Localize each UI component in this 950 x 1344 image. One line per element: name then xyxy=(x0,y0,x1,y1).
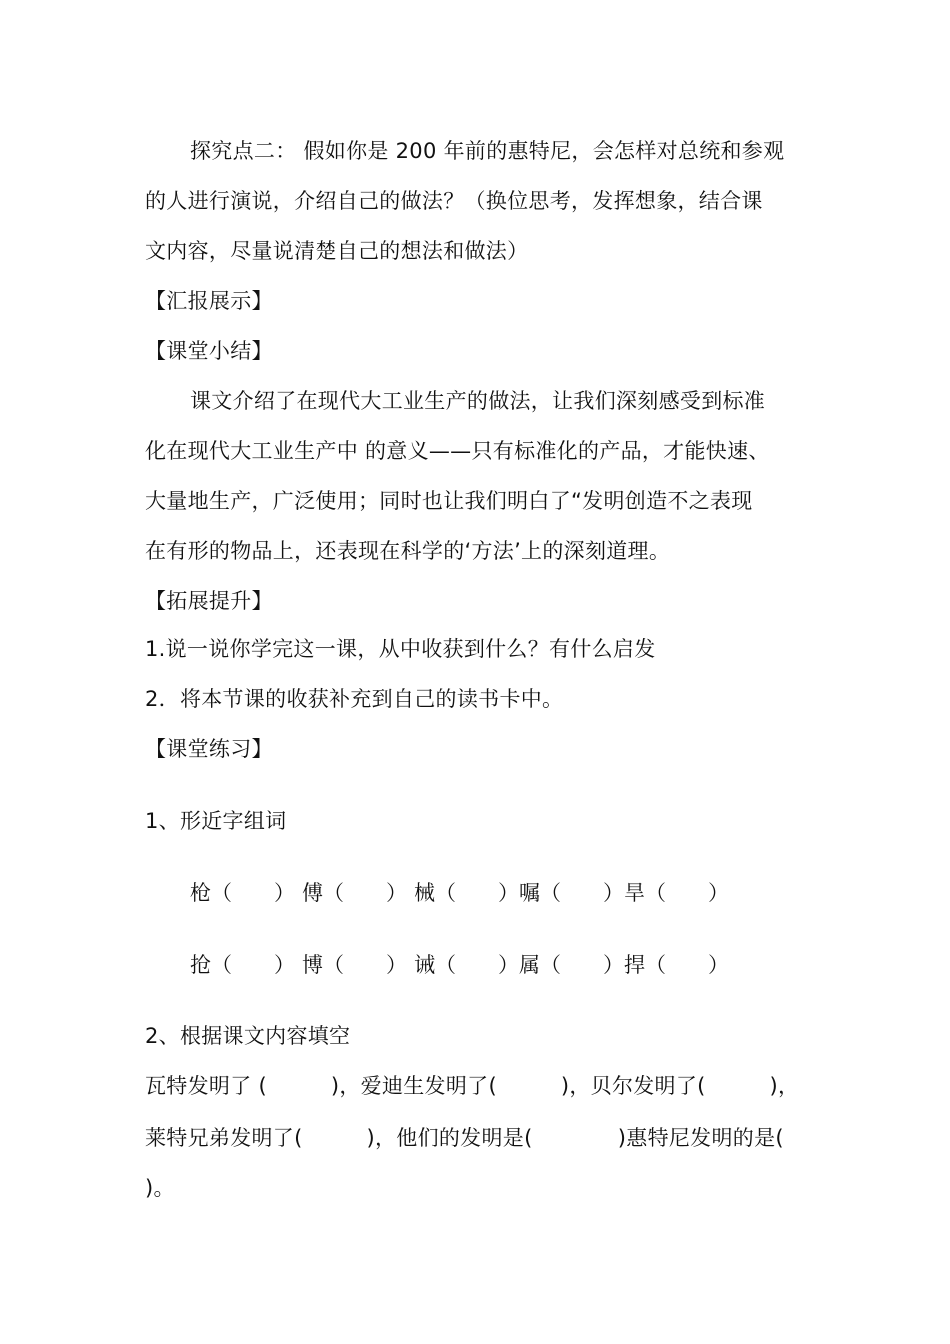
extension-item-2: 2．将本节课的收获补充到自己的读书卡中。 xyxy=(145,687,564,711)
word-cell: 抢（ ） xyxy=(190,953,295,977)
inquiry-point-two-line-2: 的人进行演说，介绍自己的做法？（换位思考，发挥想象，结合课 xyxy=(145,189,763,213)
report-heading: 【汇报展示】 xyxy=(145,289,273,313)
word-cell: 诫（ ）属（ ）捍（ ） xyxy=(414,953,729,977)
inquiry-point-two-line-1: 探究点二： 假如你是 200 年前的惠特尼，会怎样对总统和参观 xyxy=(190,139,785,163)
extension-item-1: 1.说一说你学完这一课，从中收获到什么？有什么启发 xyxy=(145,637,656,661)
summary-line-1: 课文介绍了在现代大工业生产的做法，让我们深刻感受到标准 xyxy=(190,389,766,413)
inquiry-point-two-line-3: 文内容，尽量说清楚自己的想法和做法） xyxy=(145,239,529,263)
exercise-2-line-2: 莱特兄弟发明了( )，他们的发明是( )惠特尼发明的是( xyxy=(145,1126,784,1150)
exercise-2-line-3: )。 xyxy=(145,1176,175,1200)
practice-heading: 【课堂练习】 xyxy=(145,737,273,761)
summary-line-2: 化在现代大工业生产中 的意义——只有标准化的产品，才能快速、 xyxy=(145,439,770,463)
exercise-1-row-1 xyxy=(190,879,729,907)
word-cell: 枪（ ） xyxy=(190,881,295,905)
summary-line-4: 在有形的物品上，还表现在科学的‘方法’上的深刻道理。 xyxy=(145,539,671,563)
summary-heading: 【课堂小结】 xyxy=(145,339,273,363)
word-cell: 傅（ ） xyxy=(302,881,407,905)
exercise-1-title: 1、形近字组词 xyxy=(145,809,287,833)
summary-line-3: 大量地生产，广泛使用；同时也让我们明白了“发明创造不之表现 xyxy=(145,489,753,513)
exercise-2-line-1: 瓦特发明了 ( )，爱迪生发明了( )，贝尔发明了( )， xyxy=(145,1074,800,1098)
exercise-1-row-2 xyxy=(190,951,729,979)
word-cell: 博（ ） xyxy=(302,953,407,977)
exercise-2-title: 2、根据课文内容填空 xyxy=(145,1024,351,1048)
word-cell: 械（ ）嘱（ ）旱（ ） xyxy=(414,881,729,905)
extension-heading: 【拓展提升】 xyxy=(145,589,273,613)
